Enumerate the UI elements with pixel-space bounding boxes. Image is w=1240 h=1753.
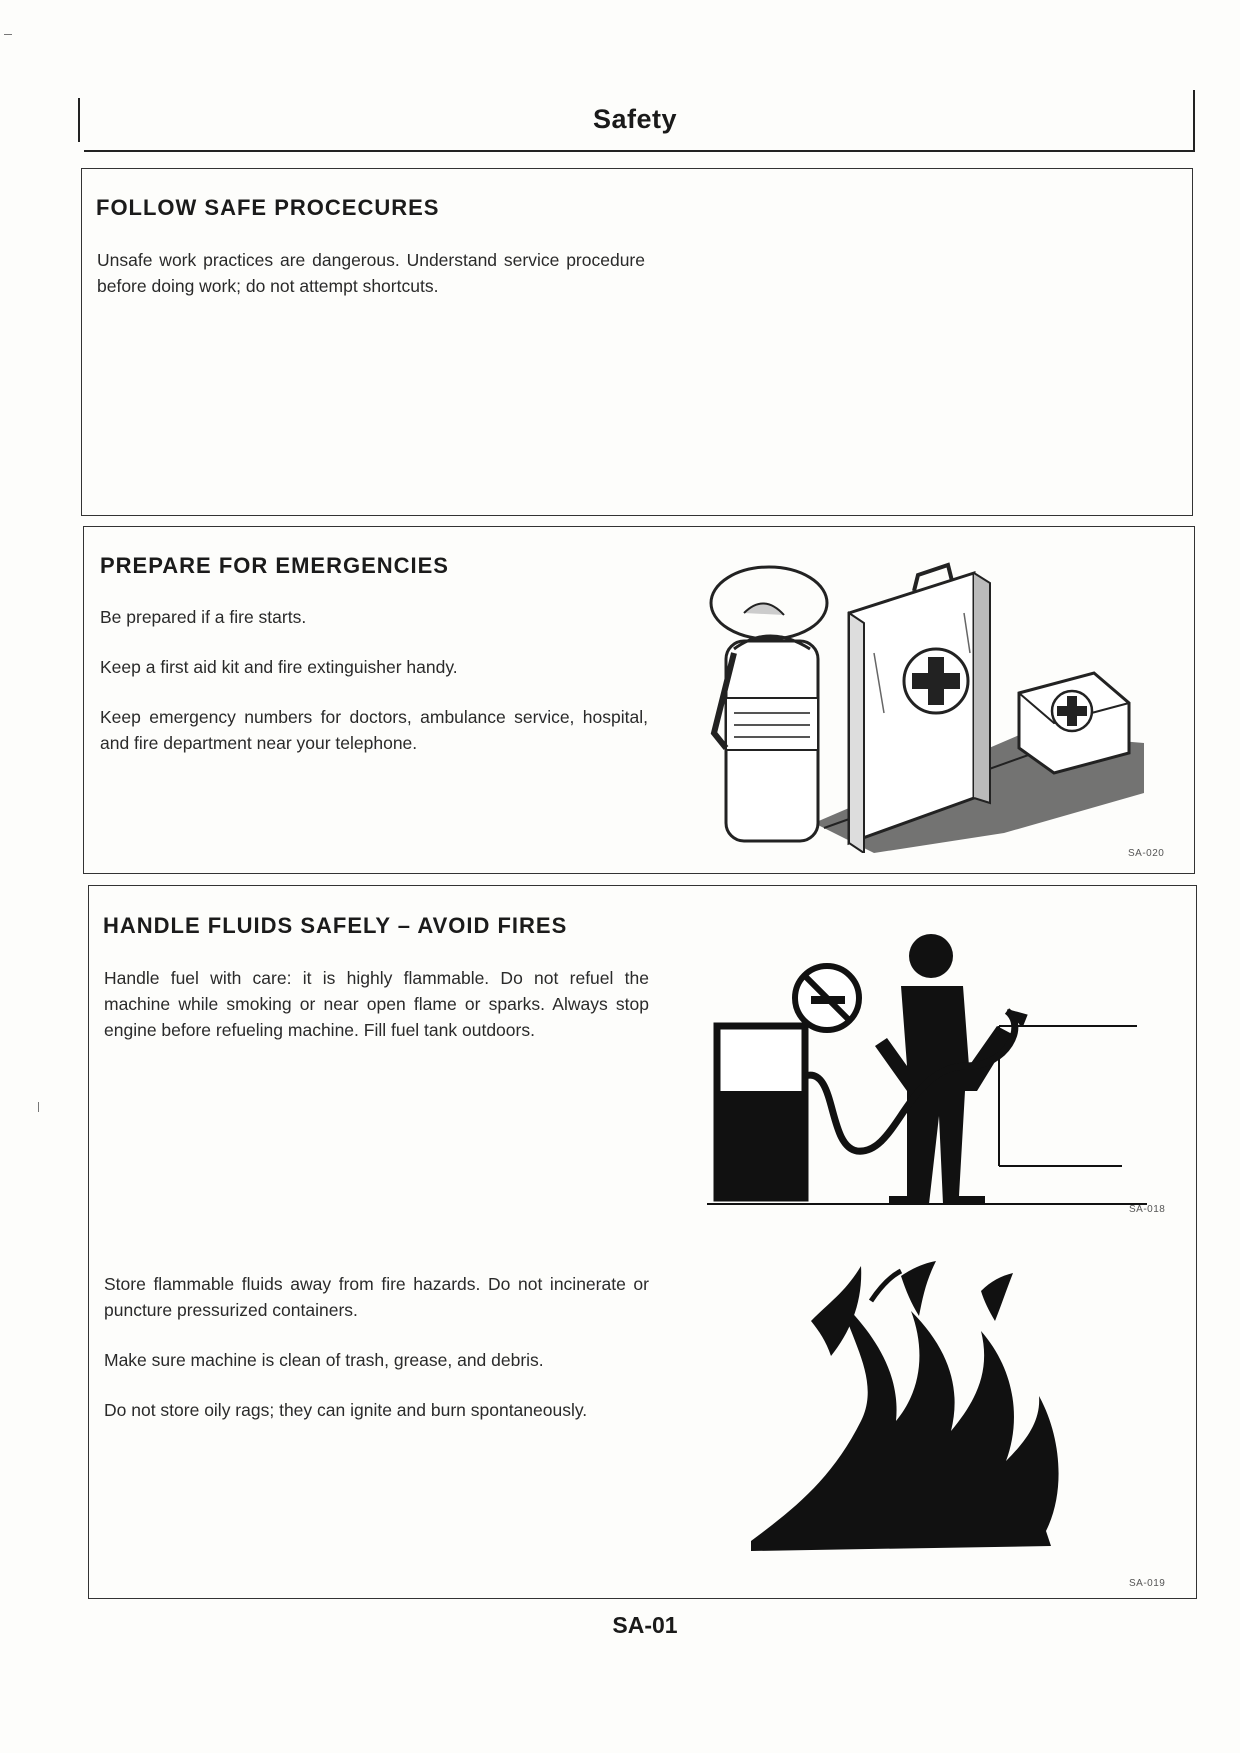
paragraph: Handle fuel with care: it is highly flammable. Do not refuel the machine while smoking or near open flame or sparks. Always stop engine before refueling machine. Fill fuel tank outdoors.: [104, 968, 649, 1040]
figure-id: SA-020: [1128, 848, 1165, 859]
figure-id: SA-018: [1129, 1204, 1166, 1215]
margin-mark: [38, 1102, 39, 1112]
section-follow-safe-procedures: [81, 168, 1193, 516]
section-title: FOLLOW SAFE PROCECURES: [96, 195, 440, 220]
paragraph: Unsafe work practices are dangerous. Understand service procedure before doing work; do not attempt shortcuts.: [97, 250, 645, 296]
section-title: PREPARE FOR EMERGENCIES: [100, 553, 449, 578]
paragraph: Keep emergency numbers for doctors, ambulance service, hospital, and fire department near your telephone.: [100, 707, 648, 753]
paragraph: Keep a first aid kit and fire extinguisher handy.: [100, 657, 458, 677]
margin-mark: [4, 34, 12, 35]
section-prepare-for-emergencies: [83, 526, 1195, 874]
paragraph: Store flammable fluids away from fire hazards. Do not incinerate or puncture pressurized containers.: [104, 1274, 649, 1320]
first-aid-and-extinguisher-illustration: [674, 553, 1164, 853]
header-right-bar: [1193, 90, 1195, 152]
page-title: Safety: [592, 104, 678, 134]
refueling-no-smoking-illustration: [707, 916, 1147, 1206]
section-body: [100, 604, 648, 780]
section-title: HANDLE FLUIDS SAFELY – AVOID FIRES: [103, 913, 568, 938]
flames-illustration: [751, 1261, 1091, 1551]
section-body: [104, 965, 649, 1067]
page-number: SA-01: [612, 1612, 678, 1638]
section-body-2: [104, 1271, 649, 1447]
paragraph: Be prepared if a fire starts.: [100, 607, 307, 627]
header-rule: [84, 150, 1194, 152]
paragraph: Make sure machine is clean of trash, grease, and debris.: [104, 1350, 544, 1370]
figure-id: SA-019: [1129, 1578, 1166, 1589]
section-handle-fluids-safely: [88, 885, 1197, 1599]
paragraph: Do not store oily rags; they can ignite and burn spontaneously.: [104, 1400, 588, 1420]
section-body: [97, 247, 645, 323]
